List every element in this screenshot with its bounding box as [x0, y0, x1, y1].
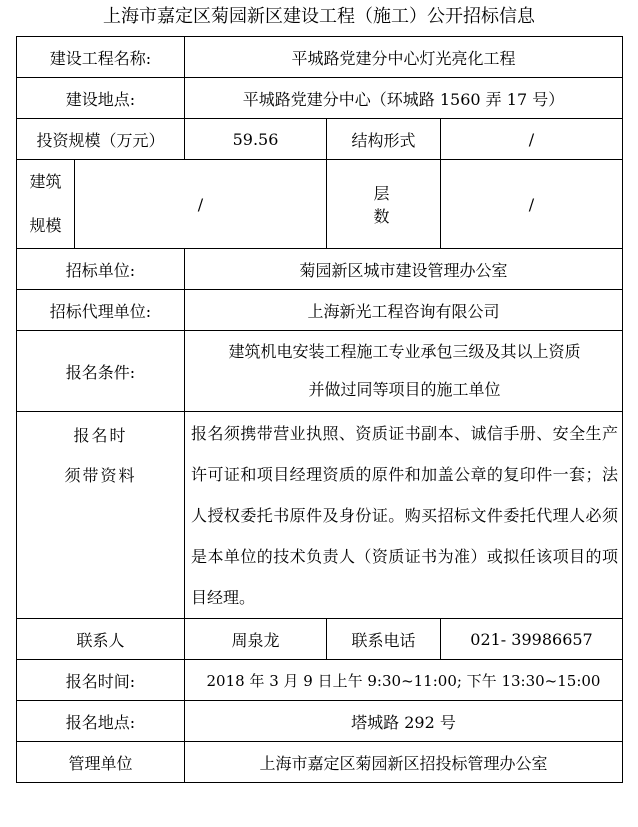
table-row	[17, 331, 623, 412]
building-scale-label	[17, 160, 75, 249]
tender-agent-label: 招标代理单位:	[17, 290, 185, 331]
registration-place-label: 报名地点:	[17, 701, 185, 742]
management-unit-value: 上海市嘉定区菊园新区招投标管理办公室	[185, 742, 623, 783]
table-row	[17, 660, 623, 701]
building-scale-label-line-2: 规模	[29, 216, 62, 235]
required-docs-text: 报名须携带营业执照、资质证书副本、诚信手册、安全生产许可证和项目经理资质的原件和加盖公章的复印件一套；法人授权委托书原件及身份证。购买招标文件委托代理人必须是本单位的技术负责人（资质证书为准）或拟任该项目的项目经理。	[191, 423, 618, 607]
investment-label: 投资规模（万元）	[17, 119, 185, 160]
table-row	[17, 701, 623, 742]
building-scale-label-line-1: 建筑	[29, 172, 62, 191]
table-row	[17, 290, 623, 331]
tender-agent-value: 上海新光工程咨询有限公司	[185, 290, 623, 331]
required-docs-value	[185, 412, 623, 619]
required-docs-label-line-1: 报名时	[73, 426, 128, 445]
document-title: 上海市嘉定区菊园新区建设工程（施工）公开招标信息	[103, 6, 535, 27]
location-value: 平城路党建分中心（环城路 1560 弄 17 号）	[185, 78, 623, 119]
table-row	[17, 119, 623, 160]
management-unit-label: 管理单位	[17, 742, 185, 783]
registration-time-value: 2018 年 3 月 9 日上午 9:30~11:00; 下午 13:30~15:00	[185, 660, 623, 701]
tender-unit-value: 菊园新区城市建设管理办公室	[185, 249, 623, 290]
required-docs-label-line-2: 须带资料	[64, 466, 137, 485]
investment-value: 59.56	[185, 119, 327, 160]
structure-value: /	[441, 119, 623, 160]
contact-phone-value: 021- 39986657	[441, 619, 623, 660]
table-row	[17, 160, 623, 249]
contact-person-value: 周泉龙	[185, 619, 327, 660]
contact-phone-label: 联系电话	[327, 619, 441, 660]
table-row	[17, 37, 623, 78]
project-name-value: 平城路党建分中心灯光亮化工程	[185, 37, 623, 78]
table-row	[17, 619, 623, 660]
structure-label: 结构形式	[327, 119, 441, 160]
floors-label: 层数	[327, 160, 441, 249]
tender-info-table	[16, 36, 623, 783]
conditions-line-2: 并做过同等项目的施工单位	[308, 380, 501, 399]
conditions-value	[185, 331, 623, 412]
registration-time-label: 报名时间:	[17, 660, 185, 701]
table-row	[17, 78, 623, 119]
table-row	[17, 249, 623, 290]
building-scale-value: /	[75, 160, 327, 249]
conditions-label: 报名条件:	[17, 331, 185, 412]
location-label: 建设地点:	[17, 78, 185, 119]
tender-unit-label: 招标单位:	[17, 249, 185, 290]
project-name-label: 建设工程名称:	[17, 37, 185, 78]
required-docs-label	[17, 412, 185, 619]
table-row	[17, 742, 623, 783]
table-row	[17, 412, 623, 619]
floors-value: /	[441, 160, 623, 249]
conditions-line-1: 建筑机电安装工程施工专业承包三级及其以上资质	[228, 342, 581, 361]
registration-place-value: 塔城路 292 号	[185, 701, 623, 742]
contact-person-label: 联系人	[17, 619, 185, 660]
